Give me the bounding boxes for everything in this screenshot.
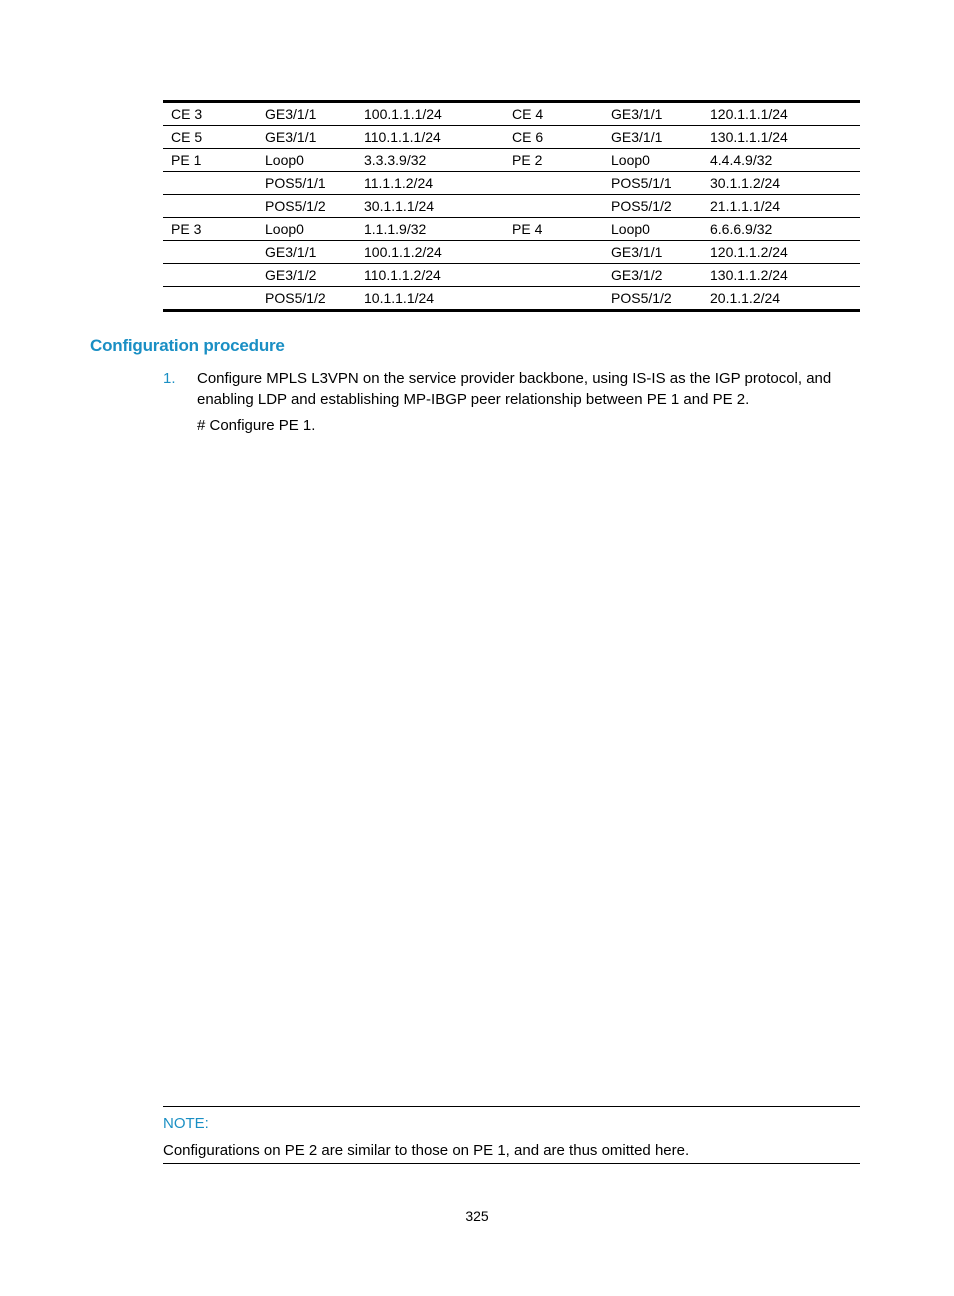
table-cell: 10.1.1.1/24 [364, 290, 435, 306]
table-cell: 3.3.3.9/32 [356, 149, 504, 172]
table-cell: Loop0 [603, 218, 702, 241]
interface-address-table [163, 100, 860, 312]
table-cell: 100.1.1.1/24 [356, 102, 504, 126]
table-body [163, 102, 860, 311]
step-text: Configure MPLS L3VPN on the service provider backbone, using IS-IS as the IGP protocol, and enabling LDP and establishing MP-IBGP peer relationship between PE 1 and PE 2. [197, 370, 832, 408]
table-cell: 120.1.1.2/24 [702, 241, 860, 264]
table-cell [163, 241, 257, 264]
table-row [163, 241, 860, 264]
table-cell [504, 264, 603, 287]
page-number: 325 [465, 1208, 489, 1224]
table-cell: POS5/1/2 [603, 195, 702, 218]
table-cell: GE3/1/1 [603, 241, 702, 264]
step-number: 1. [163, 370, 176, 387]
table-cell: GE3/1/1 [257, 241, 356, 264]
table-cell: Loop0 [603, 149, 702, 172]
table-row [163, 172, 860, 195]
table-cell: PE 1 [163, 149, 257, 172]
table-cell: 21.1.1.1/24 [702, 195, 860, 218]
table-cell [504, 172, 603, 195]
table-cell: 30.1.1.1/24 [356, 195, 504, 218]
table-cell: 130.1.1.1/24 [702, 126, 860, 149]
table-cell: 30.1.1.2/24 [702, 172, 860, 195]
note-box [163, 1106, 860, 1164]
table-cell: 6.6.6.9/32 [702, 218, 860, 241]
table-cell: PE 2 [504, 149, 603, 172]
section-heading: Configuration procedure [90, 336, 285, 355]
table-cell: 120.1.1.1/24 [702, 102, 860, 126]
table-cell [163, 264, 257, 287]
table-cell: PE 4 [504, 218, 603, 241]
table-cell: CE 4 [504, 102, 603, 126]
table-cell [504, 195, 603, 218]
table-cell: 11.1.1.2/24 [356, 172, 504, 195]
table-cell: GE3/1/2 [603, 264, 702, 287]
table-cell: Loop0 [257, 149, 356, 172]
table-cell: 4.4.4.9/32 [702, 149, 860, 172]
table-row [163, 149, 860, 172]
table-cell: 100.1.1.2/24 [356, 241, 504, 264]
note-text: Configurations on PE 2 are similar to those on PE 1, and are thus omitted here. [163, 1142, 690, 1159]
table-cell: 110.1.1.1/24 [356, 126, 504, 149]
table-row [163, 264, 860, 287]
table-cell: POS5/1/1 [603, 172, 702, 195]
table-cell: POS5/1/2 [257, 195, 356, 218]
table-cell: 1.1.1.9/32 [356, 218, 504, 241]
step-subtext: # Configure PE 1. [197, 417, 316, 434]
table-cell: CE 6 [504, 126, 603, 149]
table-cell [504, 287, 603, 311]
table-row [163, 287, 860, 311]
table-cell: Loop0 [257, 218, 356, 241]
table-cell: GE3/1/1 [257, 102, 356, 126]
table-cell: CE 3 [163, 102, 257, 126]
note-label: NOTE: [163, 1115, 209, 1132]
table-cell: PE 3 [163, 218, 257, 241]
table-cell: POS5/1/1 [257, 172, 356, 195]
table-cell [163, 287, 257, 311]
table-row [163, 195, 860, 218]
table-cell [163, 172, 257, 195]
table-cell: GE3/1/2 [257, 264, 356, 287]
table-cell: CE 5 [163, 126, 257, 149]
table-cell [163, 195, 257, 218]
table-cell: 130.1.1.2/24 [702, 264, 860, 287]
table-cell [504, 241, 603, 264]
table-row [163, 126, 860, 149]
table-row [163, 218, 860, 241]
table-cell: GE3/1/1 [603, 126, 702, 149]
table-cell: 20.1.1.2/24 [710, 290, 781, 306]
table-row [163, 102, 860, 126]
table-cell: POS5/1/2 [265, 290, 326, 306]
table-cell: 110.1.1.2/24 [356, 264, 504, 287]
table-cell: GE3/1/1 [603, 102, 702, 126]
table-cell: POS5/1/2 [611, 290, 672, 306]
table-cell: GE3/1/1 [257, 126, 356, 149]
